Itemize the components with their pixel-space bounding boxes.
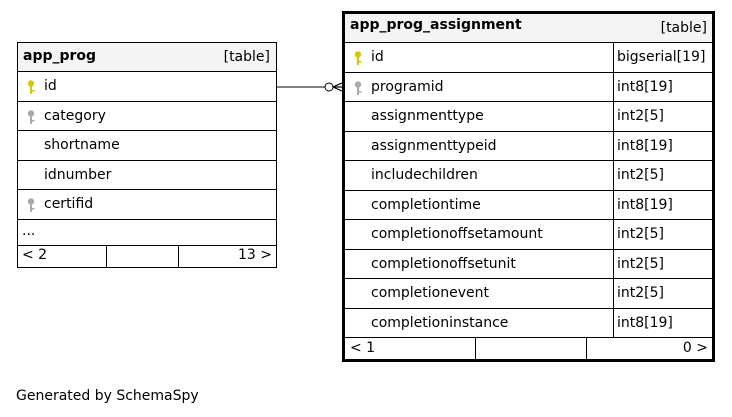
column-row-certifid[interactable] xyxy=(18,190,276,220)
table-header xyxy=(345,14,712,43)
table-header xyxy=(18,43,276,72)
optional-circle-marker xyxy=(325,83,333,91)
spacer-cell xyxy=(475,338,587,359)
column-row-idnumber[interactable] xyxy=(18,161,276,191)
parents-count: < 1 xyxy=(350,340,376,356)
table-kind: [table] xyxy=(223,49,270,65)
column-name: id xyxy=(371,49,384,65)
column-row-category[interactable] xyxy=(18,102,276,132)
column-type: bigserial[19] xyxy=(613,43,705,73)
column-name: completioninstance xyxy=(371,314,509,331)
column-type: int8[19] xyxy=(613,73,673,103)
more-columns-ellipsis: ... xyxy=(18,220,276,246)
spacer-cell xyxy=(106,246,179,267)
table-footer xyxy=(345,338,712,359)
column-row-completionoffsetamount[interactable] xyxy=(345,220,712,250)
table-kind: [table] xyxy=(660,20,707,36)
generated-by-caption: Generated by SchemaSpy xyxy=(16,388,199,404)
column-row-assignmenttypeid[interactable] xyxy=(345,132,712,162)
column-row-id[interactable] xyxy=(18,72,276,102)
column-row-completionoffsetunit[interactable] xyxy=(345,250,712,280)
column-row-programid[interactable] xyxy=(345,73,712,103)
column-row-completionevent[interactable] xyxy=(345,279,712,309)
column-name: programid xyxy=(371,78,444,95)
column-name: completiontime xyxy=(371,196,481,213)
parents-cell[interactable] xyxy=(18,246,107,267)
table-app-prog[interactable] xyxy=(17,42,277,268)
column-type: int8[19] xyxy=(613,309,673,339)
column-name: id xyxy=(44,78,57,94)
column-type: int8[19] xyxy=(613,132,673,162)
column-row-shortname[interactable] xyxy=(18,131,276,161)
column-type: int2[5] xyxy=(613,220,664,250)
column-row-completiontime[interactable] xyxy=(345,191,712,221)
column-name: completionoffsetunit xyxy=(371,255,516,272)
column-row-assignmenttype[interactable] xyxy=(345,102,712,132)
column-name: certifid xyxy=(44,196,94,212)
column-name: category xyxy=(44,107,106,124)
table-name: app_prog xyxy=(23,48,97,64)
column-row-id[interactable] xyxy=(345,43,712,73)
foreign-key-icon xyxy=(351,80,365,96)
column-type: int2[5] xyxy=(613,161,664,191)
foreign-key-icon xyxy=(24,109,38,125)
column-row-includechildren[interactable] xyxy=(345,161,712,191)
column-name: includechildren xyxy=(371,167,478,183)
children-count: 13 > xyxy=(238,246,272,263)
column-name: shortname xyxy=(44,137,120,153)
column-type: int2[5] xyxy=(613,102,664,132)
column-type: int8[19] xyxy=(613,191,673,221)
primary-key-icon xyxy=(24,79,38,95)
column-name: assignmenttypeid xyxy=(371,137,497,154)
column-name: assignmenttype xyxy=(371,108,484,124)
children-cell[interactable] xyxy=(179,246,276,267)
column-name: completionevent xyxy=(371,285,489,301)
primary-key-icon xyxy=(351,50,365,66)
table-app-prog-assignment[interactable] xyxy=(342,11,715,362)
column-row-completioninstance[interactable] xyxy=(345,309,712,339)
children-count: 0 > xyxy=(682,340,708,356)
column-type: int2[5] xyxy=(613,279,664,309)
parents-count: < 2 xyxy=(22,246,48,263)
column-type: int2[5] xyxy=(613,250,664,280)
parents-cell[interactable] xyxy=(345,338,476,359)
foreign-key-icon xyxy=(24,197,38,213)
children-cell[interactable] xyxy=(587,338,712,359)
column-name: completionoffsetamount xyxy=(371,226,543,242)
table-name: app_prog_assignment xyxy=(350,17,522,33)
table-footer xyxy=(18,246,276,267)
column-name: idnumber xyxy=(44,166,112,183)
